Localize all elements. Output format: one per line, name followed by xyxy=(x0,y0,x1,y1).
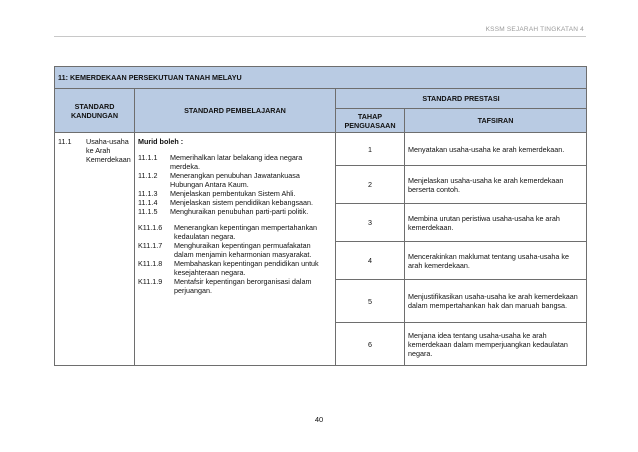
standard-kandungan-code: 11.1 xyxy=(58,137,72,146)
pembelajaran-code: 11.1.2 xyxy=(138,171,158,180)
pembelajaran-code: 11.1.5 xyxy=(138,207,158,216)
tafsiran-2: Menjelaskan usaha-usaha ke arah kemerdekaan berserta contoh. xyxy=(405,166,587,204)
header-standard-kandungan: STANDARD KANDUNGAN xyxy=(55,89,135,133)
standard-pembelajaran-cell xyxy=(135,133,336,366)
tahap-3: 3 xyxy=(336,204,405,242)
tafsiran-3: Membina urutan peristiwa usaha-usaha ke arah kemerdekaan. xyxy=(405,204,587,242)
standard-kandungan-cell xyxy=(55,133,135,366)
pembelajaran-code: 11.1.3 xyxy=(138,189,158,198)
tafsiran-6: Menjana idea tentang usaha-usaha ke arah kemerdekaan dalam memperjuangkan kedaulatan negara. xyxy=(405,323,587,366)
tahap-4: 4 xyxy=(336,242,405,280)
pembelajaran-item xyxy=(138,198,332,207)
tahap-2: 2 xyxy=(336,166,405,204)
section-title: 11: KEMERDEKAAN PERSEKUTUAN TANAH MELAYU xyxy=(55,67,587,89)
pembelajaran-k-code: K11.1.7 xyxy=(138,241,163,250)
pembelajaran-text: Menjelaskan sistem pendidikan kebangsaan. xyxy=(170,198,314,207)
header-standard-prestasi: STANDARD PRESTASI xyxy=(336,89,587,109)
header-tafsiran: TAFSIRAN xyxy=(405,109,587,133)
pembelajaran-text: Menghuraikan penubuhan parti-parti politik. xyxy=(170,207,309,216)
pembelajaran-text: Menerangkan penubuhan Jawatankuasa Hubungan Antara Kaum. xyxy=(170,171,300,189)
pembelajaran-text: Menjelaskan pembentukan Sistem Ahli. xyxy=(170,189,296,198)
pembelajaran-code: 11.1.4 xyxy=(138,198,158,207)
pembelajaran-k-text: Mentafsir kepentingan berorganisasi dalam perjuangan. xyxy=(174,277,312,295)
tafsiran-1: Menyatakan usaha-usaha ke arah kemerdekaan. xyxy=(405,133,587,166)
pembelajaran-text: Memerihalkan latar belakang idea negara merdeka. xyxy=(170,153,303,171)
standard-kandungan-text: Usaha-usaha ke Arah Kemerdekaan xyxy=(86,137,131,164)
pembelajaran-k-item xyxy=(138,259,332,277)
pembelajaran-item xyxy=(138,189,332,198)
tahap-1: 1 xyxy=(336,133,405,166)
pembelajaran-k-code: K11.1.6 xyxy=(138,223,163,232)
murid-boleh-label: Murid boleh : xyxy=(138,137,184,146)
pembelajaran-k-item xyxy=(138,277,332,295)
tafsiran-5: Menjustifikasikan usaha-usaha ke arah kemerdekaan dalam mempertahankan hak dan maruah bangsa. xyxy=(405,280,587,323)
pembelajaran-k-text: Menerangkan kepentingan mempertahankan kedaulatan negara. xyxy=(174,223,318,241)
header-standard-pembelajaran: STANDARD PEMBELAJARAN xyxy=(135,89,336,133)
curriculum-table xyxy=(54,66,587,366)
running-header: KSSM SEJARAH TINGKATAN 4 xyxy=(485,26,584,33)
pembelajaran-k-text: Menghuraikan kepentingan permuafakatan dalam menjamin keharmonian masyarakat. xyxy=(174,241,312,259)
pembelajaran-item xyxy=(138,207,332,216)
pembelajaran-k-item xyxy=(138,223,332,241)
page-number: 40 xyxy=(314,415,324,424)
header-tahap-penguasaan: TAHAP PENGUASAAN xyxy=(336,109,405,133)
pembelajaran-item xyxy=(138,153,332,171)
pembelajaran-item xyxy=(138,171,332,189)
tahap-5: 5 xyxy=(336,280,405,323)
pembelajaran-k-code: K11.1.8 xyxy=(138,259,163,268)
tafsiran-4: Mencerakinkan maklumat tentang usaha-usaha ke arah kemerdekaan. xyxy=(405,242,587,280)
pembelajaran-code: 11.1.1 xyxy=(138,153,158,162)
pembelajaran-k-code: K11.1.9 xyxy=(138,277,163,286)
tahap-6: 6 xyxy=(336,323,405,366)
pembelajaran-k-text: Membahaskan kepentingan pendidikan untuk kesejahteraan negara. xyxy=(174,259,319,277)
pembelajaran-k-item xyxy=(138,241,332,259)
header-divider xyxy=(54,36,586,37)
